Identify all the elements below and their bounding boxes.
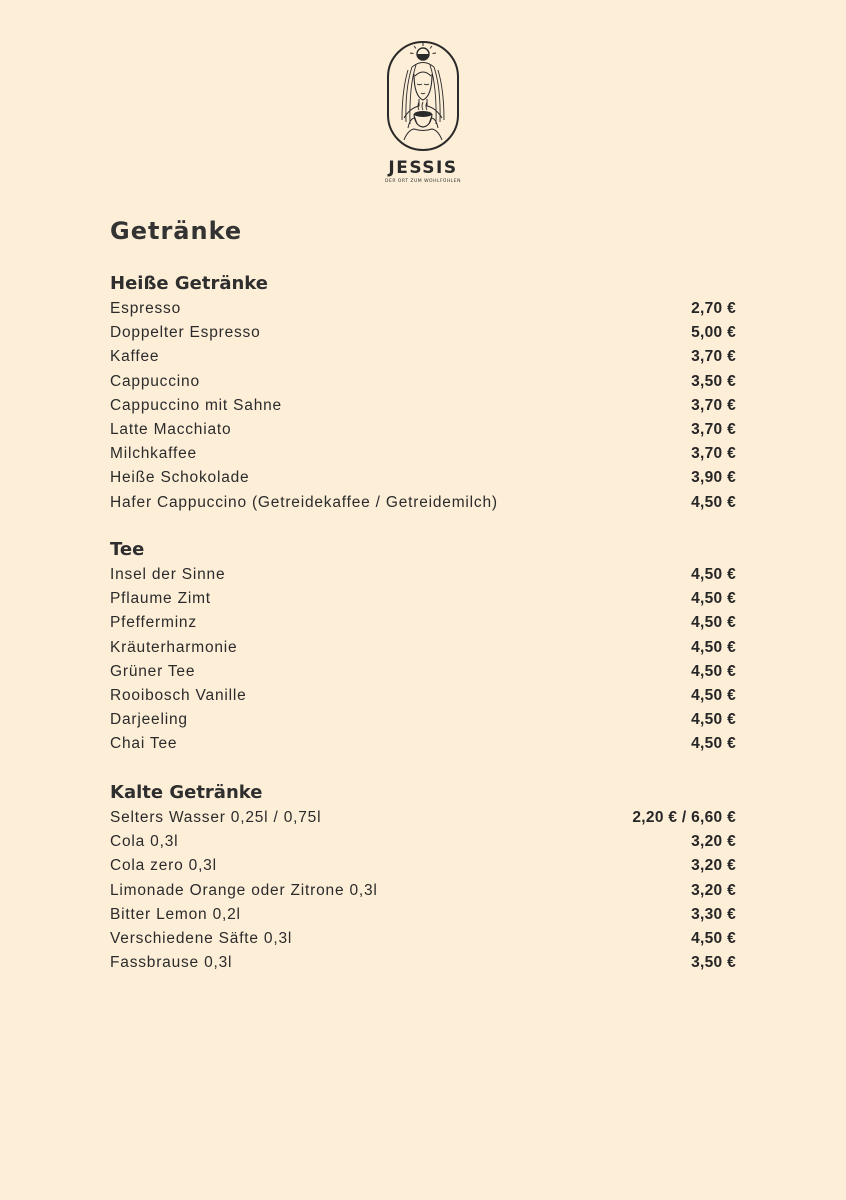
item-name: Pflaume Zimt — [110, 590, 211, 608]
item-price: 3,90 € — [691, 469, 736, 487]
item-name: Doppelter Espresso — [110, 324, 261, 342]
menu-item — [110, 345, 736, 369]
item-name: Kräuterharmonie — [110, 638, 238, 656]
item-price: 3,70 € — [691, 396, 736, 414]
section-heading: Heiße Getränke — [110, 273, 268, 294]
item-price: 3,50 € — [691, 954, 736, 972]
item-name: Verschiedene Säfte 0,3l — [110, 929, 293, 947]
menu-item — [110, 854, 736, 878]
item-name: Cappuccino — [110, 372, 200, 390]
menu-item — [110, 903, 736, 927]
menu-item — [110, 708, 736, 732]
menu-item — [110, 466, 736, 490]
menu-item — [110, 297, 736, 321]
item-price: 3,70 € — [691, 348, 736, 366]
item-name: Heiße Schokolade — [110, 469, 250, 487]
item-price: 4,50 € — [691, 638, 736, 656]
item-name: Grüner Tee — [110, 662, 196, 680]
item-price: 5,00 € — [691, 324, 736, 342]
menu-item — [110, 879, 736, 903]
item-price: 2,70 € — [691, 300, 736, 317]
item-price: 3,20 € — [691, 833, 736, 851]
item-price: 3,70 € — [691, 445, 736, 463]
page-title: Getränke — [110, 217, 243, 245]
item-name: Chai Tee — [110, 735, 178, 753]
item-price: 2,20 € / 6,60 € — [632, 809, 736, 826]
item-name: Espresso — [110, 300, 182, 317]
item-name: Cola 0,3l — [110, 833, 179, 851]
menu-item — [110, 951, 736, 975]
item-price: 3,30 € — [691, 905, 736, 923]
item-name: Hafer Cappuccino (Getreidekaffee / Getreidemilch) — [110, 493, 498, 511]
menu-item — [110, 370, 736, 394]
item-name: Milchkaffee — [110, 445, 197, 463]
menu-item — [110, 732, 736, 756]
section-heading: Tee — [110, 539, 145, 560]
menu-item — [110, 394, 736, 418]
item-name: Selters Wasser 0,25l / 0,75l — [110, 809, 322, 826]
item-price: 4,50 € — [691, 929, 736, 947]
menu-item — [110, 491, 736, 515]
item-name: Insel der Sinne — [110, 566, 226, 583]
brand-logo — [0, 40, 846, 184]
item-price: 3,50 € — [691, 372, 736, 390]
menu-item — [110, 442, 736, 466]
menu-item — [110, 563, 736, 587]
item-name: Kaffee — [110, 348, 160, 366]
menu-item — [110, 806, 736, 830]
item-price: 4,50 € — [691, 711, 736, 729]
item-name: Darjeeling — [110, 711, 188, 729]
woman-with-cup-icon — [386, 40, 460, 152]
menu-item — [110, 418, 736, 442]
menu-item — [110, 927, 736, 951]
section-cold-drinks — [110, 780, 736, 975]
item-price: 4,50 € — [691, 662, 736, 680]
menu-item — [110, 660, 736, 684]
menu-item — [110, 684, 736, 708]
section-tea — [110, 537, 736, 757]
item-name: Latte Macchiato — [110, 420, 232, 438]
item-name: Cola zero 0,3l — [110, 857, 217, 875]
item-price: 4,50 € — [691, 566, 736, 583]
item-price: 3,20 € — [691, 857, 736, 875]
item-name: Bitter Lemon 0,2l — [110, 905, 241, 923]
menu-item — [110, 321, 736, 345]
menu-item — [110, 587, 736, 611]
item-price: 3,20 € — [691, 881, 736, 899]
item-name: Rooibosch Vanille — [110, 686, 247, 704]
item-name: Cappuccino mit Sahne — [110, 396, 282, 414]
section-hot-drinks — [110, 271, 736, 515]
brand-tagline: DER ORT ZUM WOHLFÜHLEN — [385, 179, 461, 184]
item-price: 4,50 € — [691, 686, 736, 704]
item-price: 4,50 € — [691, 614, 736, 632]
item-price: 4,50 € — [691, 493, 736, 511]
item-name: Fassbrause 0,3l — [110, 954, 233, 972]
menu-item — [110, 611, 736, 635]
menu-item — [110, 830, 736, 854]
item-price: 3,70 € — [691, 420, 736, 438]
item-name: Limonade Orange oder Zitrone 0,3l — [110, 881, 378, 899]
item-price: 4,50 € — [691, 590, 736, 608]
menu-item — [110, 636, 736, 660]
brand-name: JESSIS — [388, 158, 458, 178]
section-heading: Kalte Getränke — [110, 782, 263, 803]
item-price: 4,50 € — [691, 735, 736, 753]
item-name: Pfefferminz — [110, 614, 197, 632]
